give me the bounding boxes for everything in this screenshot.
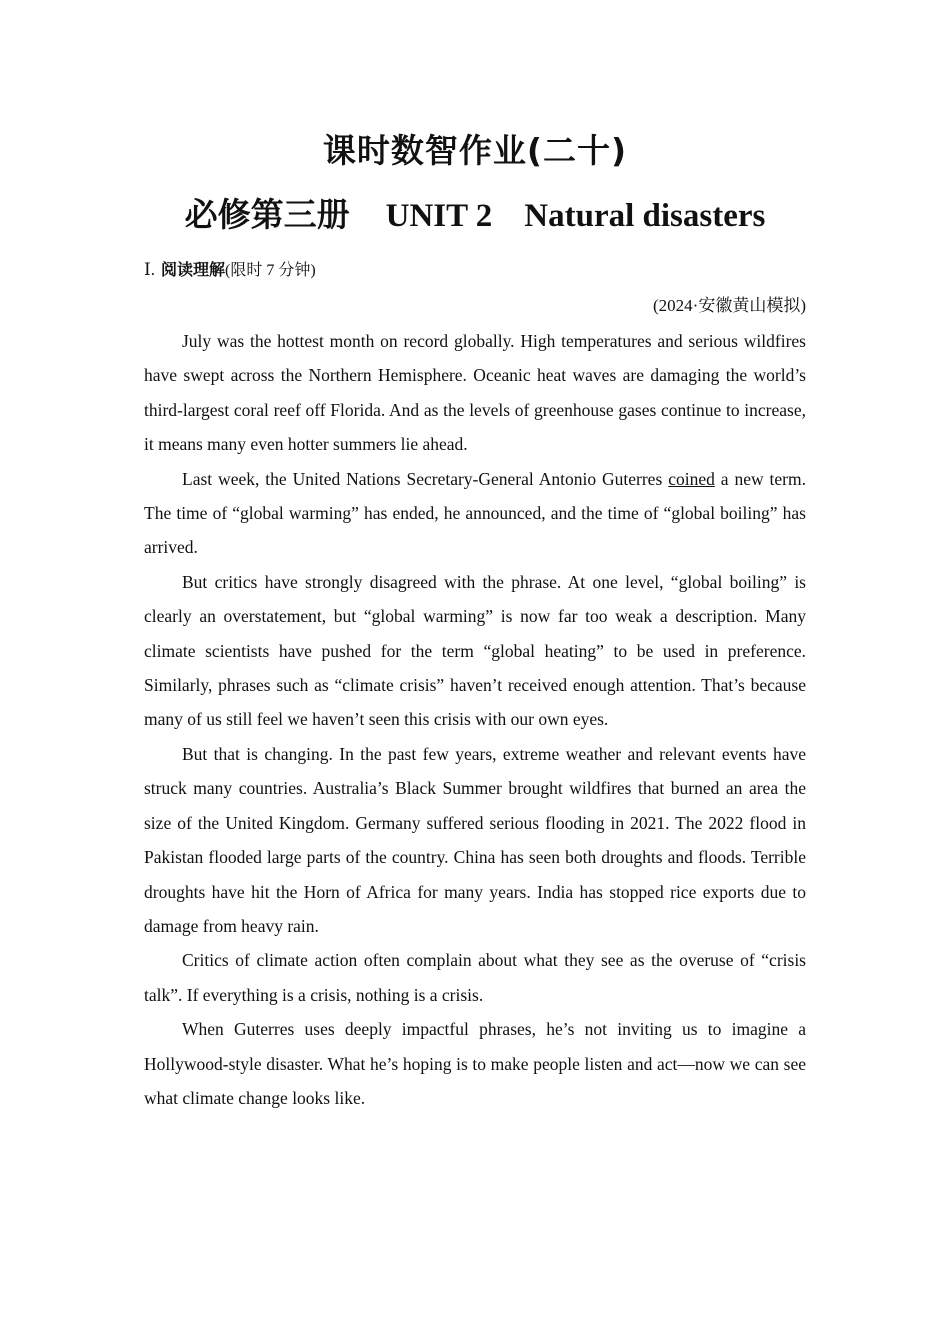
paragraph-5: Critics of climate action often complain about what they see as the overuse of “crisis talk”. If everything is a crisis, nothing is a crisis. xyxy=(144,950,806,1005)
unit-label: UNIT 2 xyxy=(385,198,493,234)
paragraph-2 xyxy=(144,462,806,565)
paragraph-3: But critics have strongly disagreed with the phrase. At one level, “global boiling” is clearly an overstatement, but “global warming” is now far too weak a description. Many climate scientists have pushed for the term “global heating” to be used in preference. Similarly, phrases such as “climate crisis” haven’t received enough attention. That’s because many of us still feel we haven’t seen this crisis with our own eyes. xyxy=(144,571,806,730)
page-subtitle xyxy=(144,190,806,241)
underlined-word: coined xyxy=(668,468,715,489)
section-number: Ⅰ. xyxy=(144,260,155,279)
section-heading xyxy=(144,253,806,288)
document-page xyxy=(144,126,806,1115)
paragraph-2-end: a new term. The time of “global warming” has ended, he announced, and the time of “global boiling” has arrived. xyxy=(144,468,806,558)
page-title: 课时数智作业(二十) xyxy=(322,131,628,170)
paragraph-6: When Guterres uses deeply impactful phrases, he’s not inviting us to imagine a Hollywood-style disaster. What he’s hoping is to make people listen and act—now we can see what climate change looks like. xyxy=(144,1019,806,1108)
paragraph-1: July was the hottest month on record globally. High temperatures and serious wildfires have swept across the Northern Hemisphere. Oceanic heat waves are damaging the world’s third-largest coral reef off Florida. And as the levels of greenhouse gases continue to increase, it means many even hotter summers lie ahead. xyxy=(144,331,806,455)
paragraph-4: But that is changing. In the past few years, extreme weather and relevant events have struck many countries. Australia’s Black Summer brought wildfires that burned an area the size of the United Kingdom. Germany suffered serious flooding in 2021. The 2022 flood in Pakistan flooded large parts of the country. China has seen both droughts and floods. Terrible droughts have hit the Horn of Africa for many years. India has stopped rice exports due to damage from heavy rain. xyxy=(144,743,806,936)
source-citation: (2024·安徽黄山模拟) xyxy=(653,296,806,315)
paragraph-2-start: Last week, the United Nations Secretary-General Antonio Guterres xyxy=(182,468,669,489)
unit-topic: Natural disasters xyxy=(524,198,766,234)
book-name: 必修第三册 xyxy=(184,195,350,234)
section-time-limit: (限时 7 分钟) xyxy=(224,262,316,279)
section-title: 阅读理解 xyxy=(160,260,225,279)
